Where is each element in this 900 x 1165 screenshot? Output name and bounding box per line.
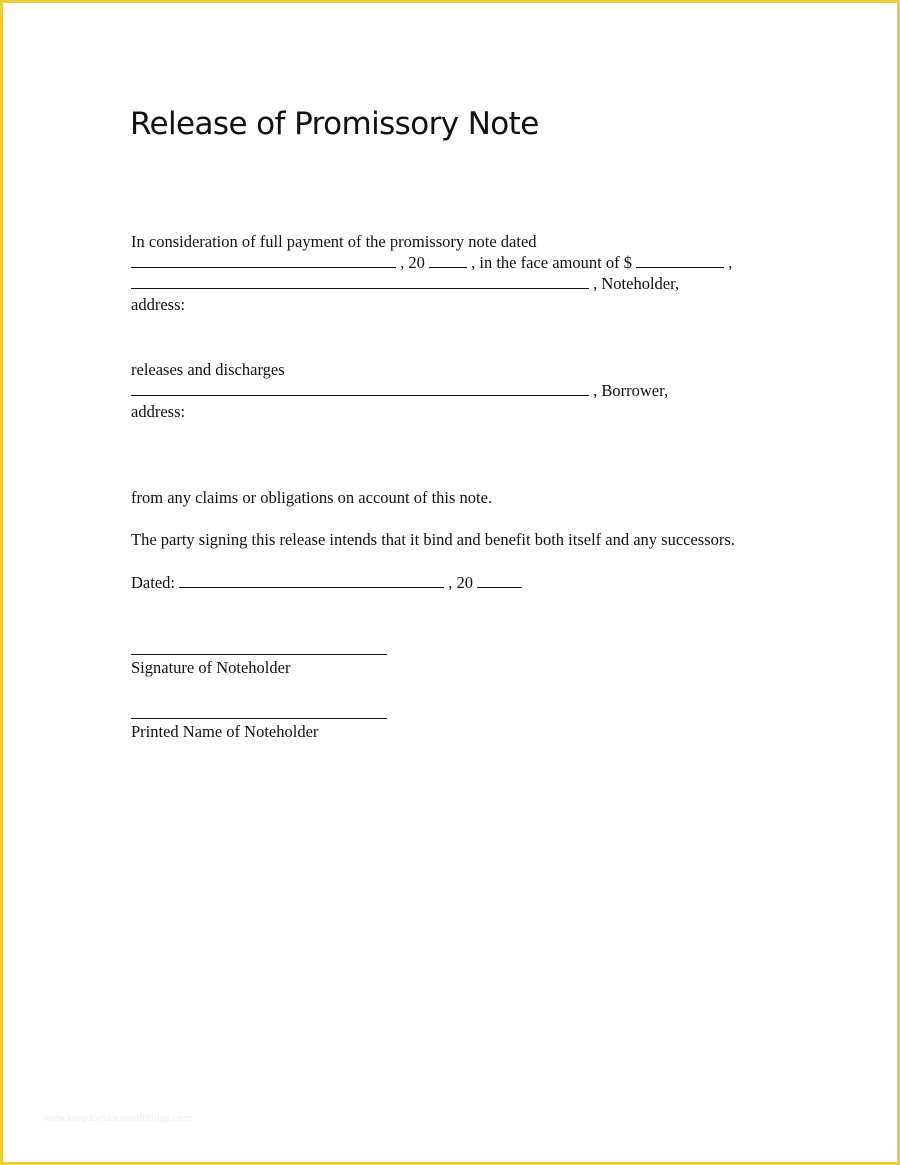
dated-label: Dated: bbox=[131, 573, 180, 592]
consideration-line: In consideration of full payment of the promissory note dated bbox=[131, 232, 537, 251]
note-details-line bbox=[131, 253, 732, 273]
year-separator: , 20 bbox=[396, 253, 429, 272]
face-amount-blank[interactable] bbox=[636, 253, 724, 268]
face-amount-label: , in the face amount of $ bbox=[467, 253, 637, 272]
face-amount-end: , bbox=[724, 253, 733, 272]
releases-discharges-line: releases and discharges bbox=[131, 360, 285, 379]
document-title: Release of Promissory Note bbox=[130, 106, 539, 142]
note-date-blank[interactable] bbox=[131, 253, 396, 268]
watermark: www.kingdomawareofthings.com bbox=[43, 1114, 193, 1124]
year-blank[interactable] bbox=[429, 253, 467, 268]
printed-name-line[interactable] bbox=[131, 718, 387, 719]
dated-year-blank[interactable] bbox=[477, 573, 522, 588]
noteholder-name-blank[interactable] bbox=[131, 274, 589, 289]
borrower-label: , Borrower, bbox=[589, 381, 669, 400]
borrower-address-label: address: bbox=[131, 402, 186, 421]
signature-label: Signature of Noteholder bbox=[131, 658, 291, 677]
borrower-name-blank[interactable] bbox=[131, 381, 589, 396]
noteholder-label: , Noteholder, bbox=[589, 274, 680, 293]
signature-line[interactable] bbox=[131, 654, 387, 655]
dated-year-separator: , 20 bbox=[444, 573, 478, 592]
dated-blank[interactable] bbox=[179, 573, 444, 588]
claims-text: from any claims or obligations on account of this note. bbox=[131, 488, 493, 507]
noteholder-address-label: address: bbox=[131, 295, 186, 314]
noteholder-line bbox=[131, 274, 679, 294]
printed-name-label: Printed Name of Noteholder bbox=[131, 722, 319, 741]
binding-text: The party signing this release intends that it bind and benefit both itself and any successors. bbox=[131, 530, 735, 549]
dated-line bbox=[131, 573, 522, 593]
borrower-line bbox=[131, 381, 668, 401]
